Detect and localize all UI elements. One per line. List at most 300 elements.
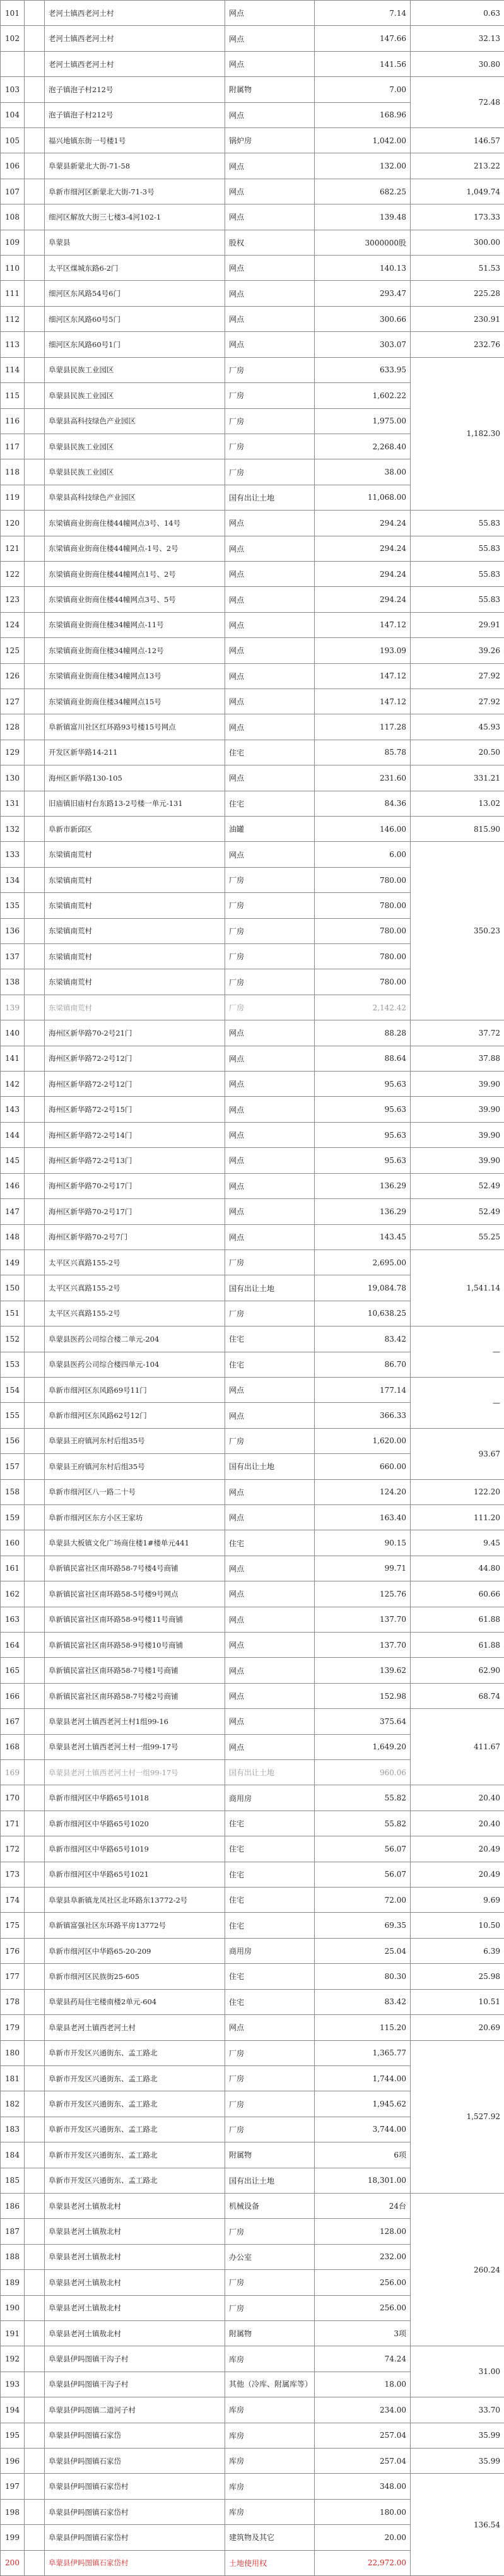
asset-area: 22,972.00	[315, 2550, 411, 2575]
row-number: 193	[1, 2372, 25, 2397]
asset-area: 117.28	[315, 714, 411, 740]
table-row	[1, 128, 504, 153]
blank-cell	[25, 2499, 45, 2524]
asset-use: 网点	[225, 306, 315, 331]
asset-use: 网点	[225, 714, 315, 740]
blank-cell	[25, 2423, 45, 2448]
row-number: 176	[1, 1938, 25, 1963]
row-number: 163	[1, 1607, 25, 1632]
asset-location: 阜蒙县药局住宅楼南楼2单元-604	[45, 1989, 225, 2014]
asset-use: 附属物	[225, 2142, 315, 2168]
asset-use: 网点	[225, 1403, 315, 1428]
row-number: 116	[1, 408, 25, 434]
table-row	[1, 1633, 504, 1658]
blank-cell	[25, 2091, 45, 2117]
asset-location: 太平区兴真路155-2号	[45, 1250, 225, 1275]
blank-cell	[25, 663, 45, 688]
asset-use: 住宅	[225, 1964, 315, 1989]
table-row	[1, 2346, 504, 2372]
table-row	[1, 1122, 504, 1147]
asset-location: 海州区新华路72-2号15门	[45, 1097, 225, 1122]
blank-cell	[25, 357, 45, 382]
row-number: 167	[1, 1709, 25, 1734]
asset-value: 62.90	[411, 1658, 504, 1683]
row-number: 131	[1, 791, 25, 816]
table-row	[1, 1148, 504, 1173]
blank-cell	[25, 179, 45, 204]
asset-location: 阜蒙县老河土镇敖北村	[45, 2193, 225, 2218]
row-number: 169	[1, 1760, 25, 1785]
row-number: 157	[1, 1454, 25, 1479]
asset-location: 阜蒙县王府镇河东村后组35号	[45, 1428, 225, 1453]
asset-area: 780.00	[315, 918, 411, 943]
asset-area: 256.00	[315, 2270, 411, 2295]
asset-location: 阜蒙县高科技绿色产业园区	[45, 485, 225, 510]
asset-value: 260.24	[411, 2193, 504, 2346]
table-row	[1, 536, 504, 561]
blank-cell	[25, 306, 45, 331]
asset-area: 55.82	[315, 1785, 411, 1811]
asset-area: 960.06	[315, 1760, 411, 1785]
asset-area: 3000000股	[315, 230, 411, 255]
table-row	[1, 2015, 504, 2040]
asset-value: 232.76	[411, 332, 504, 357]
asset-area: 7.00	[315, 77, 411, 102]
asset-area: 294.24	[315, 536, 411, 561]
blank-cell	[25, 2449, 45, 2474]
table-row	[1, 306, 504, 331]
row-number: 153	[1, 1352, 25, 1377]
asset-value: 20.40	[411, 1785, 504, 1811]
table-row	[1, 1581, 504, 1607]
asset-location: 阜蒙县伊吗图镇石家岱	[45, 2449, 225, 2474]
asset-value: 331.21	[411, 765, 504, 791]
asset-use: 网点	[225, 638, 315, 663]
table-row	[1, 77, 504, 102]
asset-use: 网点	[225, 511, 315, 536]
asset-use: 厂房	[225, 383, 315, 408]
asset-use: 厂房	[225, 944, 315, 969]
asset-area: 137.70	[315, 1607, 411, 1632]
row-number: 148	[1, 1224, 25, 1250]
table-row	[1, 1836, 504, 1862]
asset-use: 网点	[225, 1148, 315, 1173]
asset-value: 72.48	[411, 77, 504, 128]
asset-value: 52.49	[411, 1173, 504, 1198]
blank-cell	[25, 2270, 45, 2295]
asset-value: 68.74	[411, 1683, 504, 1708]
asset-use: 国有出让土地	[225, 485, 315, 510]
row-number: 183	[1, 2117, 25, 2142]
asset-area: 256.00	[315, 2295, 411, 2320]
asset-area: 88.64	[315, 1046, 411, 1071]
blank-cell	[25, 1148, 45, 1173]
asset-use: 网点	[225, 1581, 315, 1607]
asset-area: 780.00	[315, 969, 411, 995]
asset-value: 30.80	[411, 51, 504, 76]
blank-cell	[25, 2142, 45, 2168]
table-row	[1, 1504, 504, 1530]
asset-value: 111.20	[411, 1504, 504, 1530]
blank-cell	[25, 1989, 45, 2014]
table-row	[1, 2449, 504, 2474]
asset-use: 厂房	[225, 2219, 315, 2244]
asset-use: 网点	[225, 1479, 315, 1504]
row-number: 102	[1, 26, 25, 51]
blank-cell	[25, 1683, 45, 1708]
asset-area: 177.14	[315, 1377, 411, 1402]
asset-area: 163.40	[315, 1504, 411, 1530]
asset-area: 146.00	[315, 817, 411, 842]
row-number: 158	[1, 1479, 25, 1504]
table-row	[1, 1020, 504, 1046]
blank-cell	[25, 1, 45, 26]
row-number: 175	[1, 1913, 25, 1938]
asset-area: 303.07	[315, 332, 411, 357]
table-row	[1, 1199, 504, 1224]
blank-cell	[25, 944, 45, 969]
asset-use: 网点	[225, 102, 315, 127]
asset-value: 39.90	[411, 1072, 504, 1097]
asset-use: 网点	[225, 1072, 315, 1097]
asset-area: 257.04	[315, 2449, 411, 2474]
row-number: 146	[1, 1173, 25, 1198]
asset-value: 39.26	[411, 638, 504, 663]
row-number: 185	[1, 2168, 25, 2193]
asset-location: 阜蒙县老河土镇西老河土村一组99-17号	[45, 1734, 225, 1759]
asset-use: 厂房	[225, 918, 315, 943]
asset-use: 网点	[225, 281, 315, 306]
blank-cell	[25, 383, 45, 408]
asset-area: 25.04	[315, 1938, 411, 1963]
blank-cell	[25, 2219, 45, 2244]
table-row	[1, 26, 504, 51]
blank-cell	[25, 867, 45, 892]
asset-use: 住宅	[225, 740, 315, 765]
asset-value: 13.02	[411, 791, 504, 816]
asset-use: 油罐	[225, 817, 315, 842]
blank-cell	[25, 1097, 45, 1122]
asset-use: 厂房	[225, 2295, 315, 2320]
asset-location: 阜蒙县伊吗图镇石家岱	[45, 2423, 225, 2448]
asset-area: 2,268.40	[315, 434, 411, 459]
row-number: 107	[1, 179, 25, 204]
asset-location: 泡子镇泡子村212号	[45, 77, 225, 102]
blank-cell	[25, 2372, 45, 2397]
asset-use: 厂房	[225, 2065, 315, 2091]
asset-value: 27.92	[411, 688, 504, 714]
asset-use: 厂房	[225, 1301, 315, 1326]
row-number: 189	[1, 2270, 25, 2295]
row-number: 147	[1, 1199, 25, 1224]
asset-use: 网点	[225, 765, 315, 791]
row-number: 142	[1, 1072, 25, 1097]
blank-cell	[25, 969, 45, 995]
asset-location: 阜蒙县老河土镇敖北村	[45, 2320, 225, 2346]
asset-value: 136.54	[411, 2474, 504, 2576]
blank-cell	[25, 459, 45, 485]
blank-cell	[25, 2295, 45, 2320]
asset-value: 35.99	[411, 2423, 504, 2448]
asset-area: 1,744.00	[315, 2065, 411, 2091]
asset-value: 32.13	[411, 26, 504, 51]
row-number: 188	[1, 2244, 25, 2269]
asset-area: 231.60	[315, 765, 411, 791]
asset-location: 阜蒙县民族工业园区	[45, 383, 225, 408]
asset-area: 136.29	[315, 1199, 411, 1224]
asset-area: 147.66	[315, 26, 411, 51]
asset-value: 55.83	[411, 587, 504, 612]
row-number: 140	[1, 1020, 25, 1046]
asset-use: 国有出让土地	[225, 1454, 315, 1479]
asset-value: 350.23	[411, 842, 504, 1020]
asset-value: 9.69	[411, 1888, 504, 1913]
asset-location: 阜新市新邱区	[45, 817, 225, 842]
asset-use: 国有出让土地	[225, 1275, 315, 1301]
blank-cell	[25, 1556, 45, 1581]
asset-area: 90.15	[315, 1530, 411, 1556]
row-number: 155	[1, 1403, 25, 1428]
asset-use: 厂房	[225, 434, 315, 459]
table-row	[1, 1, 504, 26]
asset-use: 机械设备	[225, 2193, 315, 2218]
asset-area: 84.36	[315, 791, 411, 816]
asset-use: 库房	[225, 2346, 315, 2372]
asset-location: 阜新市开发区兴通街东、孟工路北	[45, 2065, 225, 2091]
row-number: 127	[1, 688, 25, 714]
asset-value: 10.51	[411, 1989, 504, 2014]
table-row	[1, 230, 504, 255]
asset-location: 阜新市细河区民族街25-605	[45, 1964, 225, 1989]
asset-location: 阜蒙县老河土镇敖北村	[45, 2219, 225, 2244]
table-row	[1, 817, 504, 842]
asset-value: 29.91	[411, 612, 504, 637]
table-row	[1, 2397, 504, 2423]
row-number: 112	[1, 306, 25, 331]
table-row	[1, 1964, 504, 1989]
blank-cell	[25, 2244, 45, 2269]
asset-location: 泡子镇泡子村212号	[45, 102, 225, 127]
asset-area: 88.28	[315, 1020, 411, 1046]
asset-use: 商用房	[225, 1785, 315, 1811]
asset-location: 阜新镇民富社区南环路58-5号楼9号网点	[45, 1581, 225, 1607]
blank-cell	[25, 1709, 45, 1734]
table-row	[1, 357, 504, 382]
blank-cell	[25, 281, 45, 306]
asset-location: 细河区东风路60号5门	[45, 306, 225, 331]
row-number: 194	[1, 2397, 25, 2423]
asset-area: 95.63	[315, 1097, 411, 1122]
asset-location: 东梁镇商业街商住楼34幢网点15号	[45, 688, 225, 714]
table-row	[1, 791, 504, 816]
row-number: 134	[1, 867, 25, 892]
asset-area: 293.47	[315, 281, 411, 306]
asset-location: 海州区新华路70-2号17门	[45, 1173, 225, 1198]
table-row	[1, 1862, 504, 1887]
asset-location: 东梁镇南荒村	[45, 867, 225, 892]
asset-use: 网点	[225, 1504, 315, 1530]
asset-area: 1,042.00	[315, 128, 411, 153]
asset-use: 国有出让土地	[225, 2168, 315, 2193]
asset-use: 网点	[225, 1709, 315, 1734]
asset-use: 网点	[225, 1020, 315, 1046]
table-row	[1, 1785, 504, 1811]
asset-area: 366.33	[315, 1403, 411, 1428]
asset-area: 294.24	[315, 511, 411, 536]
asset-area: 1,649.20	[315, 1734, 411, 1759]
asset-value: 20.50	[411, 740, 504, 765]
asset-area: 56.07	[315, 1862, 411, 1887]
asset-area: 83.42	[315, 1326, 411, 1352]
blank-cell	[25, 51, 45, 76]
asset-location: 老河土镇西老河土村	[45, 51, 225, 76]
asset-area: 193.09	[315, 638, 411, 663]
table-row	[1, 1072, 504, 1097]
asset-use: 网点	[225, 256, 315, 281]
asset-location: 海州区新华路72-2号13门	[45, 1148, 225, 1173]
blank-cell	[25, 1964, 45, 1989]
asset-use: 住宅	[225, 1836, 315, 1862]
asset-location: 海州区新华路70-2号7门	[45, 1224, 225, 1250]
row-number: 119	[1, 485, 25, 510]
asset-use: 附属物	[225, 2320, 315, 2346]
asset-area: 18.00	[315, 2372, 411, 2397]
blank-cell	[25, 1377, 45, 1402]
row-number: 111	[1, 281, 25, 306]
asset-area: 11,068.00	[315, 485, 411, 510]
asset-location: 东梁镇商业街商住楼34幢网点-11号	[45, 612, 225, 637]
table-row	[1, 2193, 504, 2218]
blank-cell	[25, 1811, 45, 1836]
asset-value: 20.69	[411, 2015, 504, 2040]
asset-area: 10,638.25	[315, 1301, 411, 1326]
blank-cell	[25, 817, 45, 842]
asset-area: 99.71	[315, 1556, 411, 1581]
blank-cell	[25, 1020, 45, 1046]
asset-location: 阜新市细河区中华路65-20-209	[45, 1938, 225, 1963]
asset-use: 网点	[225, 1658, 315, 1683]
asset-area: 780.00	[315, 867, 411, 892]
blank-cell	[25, 1734, 45, 1759]
asset-location: 太平区兴真路155-2号	[45, 1301, 225, 1326]
row-number: 178	[1, 1989, 25, 2014]
blank-cell	[25, 1607, 45, 1632]
row-number: 128	[1, 714, 25, 740]
table-row	[1, 663, 504, 688]
asset-area: 85.78	[315, 740, 411, 765]
blank-cell	[25, 1403, 45, 1428]
asset-location: 东梁镇南荒村	[45, 969, 225, 995]
asset-use: 网点	[225, 842, 315, 867]
row-number: 141	[1, 1046, 25, 1071]
asset-use: 厂房	[225, 459, 315, 485]
asset-use: 网点	[225, 561, 315, 586]
asset-area: 132.00	[315, 153, 411, 179]
asset-use: 网点	[225, 1734, 315, 1759]
asset-location: 东梁镇商业街商住楼34幢网点-12号	[45, 638, 225, 663]
asset-value: 93.67	[411, 1428, 504, 1479]
asset-value: 0.63	[411, 1, 504, 26]
asset-area: 348.00	[315, 2474, 411, 2499]
asset-location: 阜新市开发区兴通街东、孟工路北	[45, 2142, 225, 2168]
asset-location: 阜蒙县伊吗图镇石家岱村	[45, 2499, 225, 2524]
row-number: 117	[1, 434, 25, 459]
blank-cell	[25, 511, 45, 536]
table-row	[1, 281, 504, 306]
asset-area: 139.48	[315, 204, 411, 230]
blank-cell	[25, 1301, 45, 1326]
asset-use: 土地使用权	[225, 2550, 315, 2575]
asset-value: 39.90	[411, 1122, 504, 1147]
asset-value: 1,182.30	[411, 357, 504, 510]
row-number: 110	[1, 256, 25, 281]
asset-use: 网点	[225, 1173, 315, 1198]
blank-cell	[25, 2015, 45, 2040]
asset-use: 商用房	[225, 1938, 315, 1963]
table-row	[1, 332, 504, 357]
asset-area: 152.98	[315, 1683, 411, 1708]
blank-cell	[25, 765, 45, 791]
asset-use: 国有出让土地	[225, 1760, 315, 1785]
asset-value: 55.83	[411, 536, 504, 561]
asset-location: 太平区煤城东路6-2门	[45, 256, 225, 281]
blank-cell	[25, 1199, 45, 1224]
row-number: 187	[1, 2219, 25, 2244]
asset-value: 173.33	[411, 204, 504, 230]
blank-cell	[25, 485, 45, 510]
asset-value: 230.91	[411, 306, 504, 331]
asset-value: 37.88	[411, 1046, 504, 1071]
row-number: 122	[1, 561, 25, 586]
asset-use: 厂房	[225, 867, 315, 892]
asset-location: 东梁镇商业街商住楼44幢网点-1号、2号	[45, 536, 225, 561]
asset-use: 网点	[225, 1046, 315, 1071]
table-row	[1, 1556, 504, 1581]
row-number: 103	[1, 77, 25, 102]
row-number: 120	[1, 511, 25, 536]
asset-area: 74.24	[315, 2346, 411, 2372]
asset-use: 网点	[225, 1607, 315, 1632]
row-number: 108	[1, 204, 25, 230]
asset-location: 阜蒙县大板镇文化广场商住楼1#楼单元441	[45, 1530, 225, 1556]
asset-value: 55.25	[411, 1224, 504, 1250]
asset-value: 39.90	[411, 1148, 504, 1173]
asset-value: 55.83	[411, 561, 504, 586]
asset-value: 55.83	[411, 511, 504, 536]
table-row	[1, 1811, 504, 1836]
blank-cell	[25, 638, 45, 663]
blank-cell	[25, 1633, 45, 1658]
asset-area: 180.00	[315, 2499, 411, 2524]
asset-use: 库房	[225, 2449, 315, 2474]
asset-location: 东梁镇商业街商住楼44幢网点3号、5号	[45, 587, 225, 612]
blank-cell	[25, 995, 45, 1020]
blank-cell	[25, 2168, 45, 2193]
asset-area: 1,620.00	[315, 1428, 411, 1453]
asset-area: 24台	[315, 2193, 411, 2218]
asset-location: 海州区新华路70-2号17门	[45, 1199, 225, 1224]
row-number: 109	[1, 230, 25, 255]
asset-area: 147.12	[315, 688, 411, 714]
asset-area: 257.04	[315, 2423, 411, 2448]
asset-value: 20.49	[411, 1862, 504, 1887]
row-number: 115	[1, 383, 25, 408]
row-number: 101	[1, 1, 25, 26]
asset-area: 147.12	[315, 663, 411, 688]
asset-use: 网点	[225, 612, 315, 637]
blank-cell	[25, 1479, 45, 1504]
asset-value: 146.57	[411, 128, 504, 153]
